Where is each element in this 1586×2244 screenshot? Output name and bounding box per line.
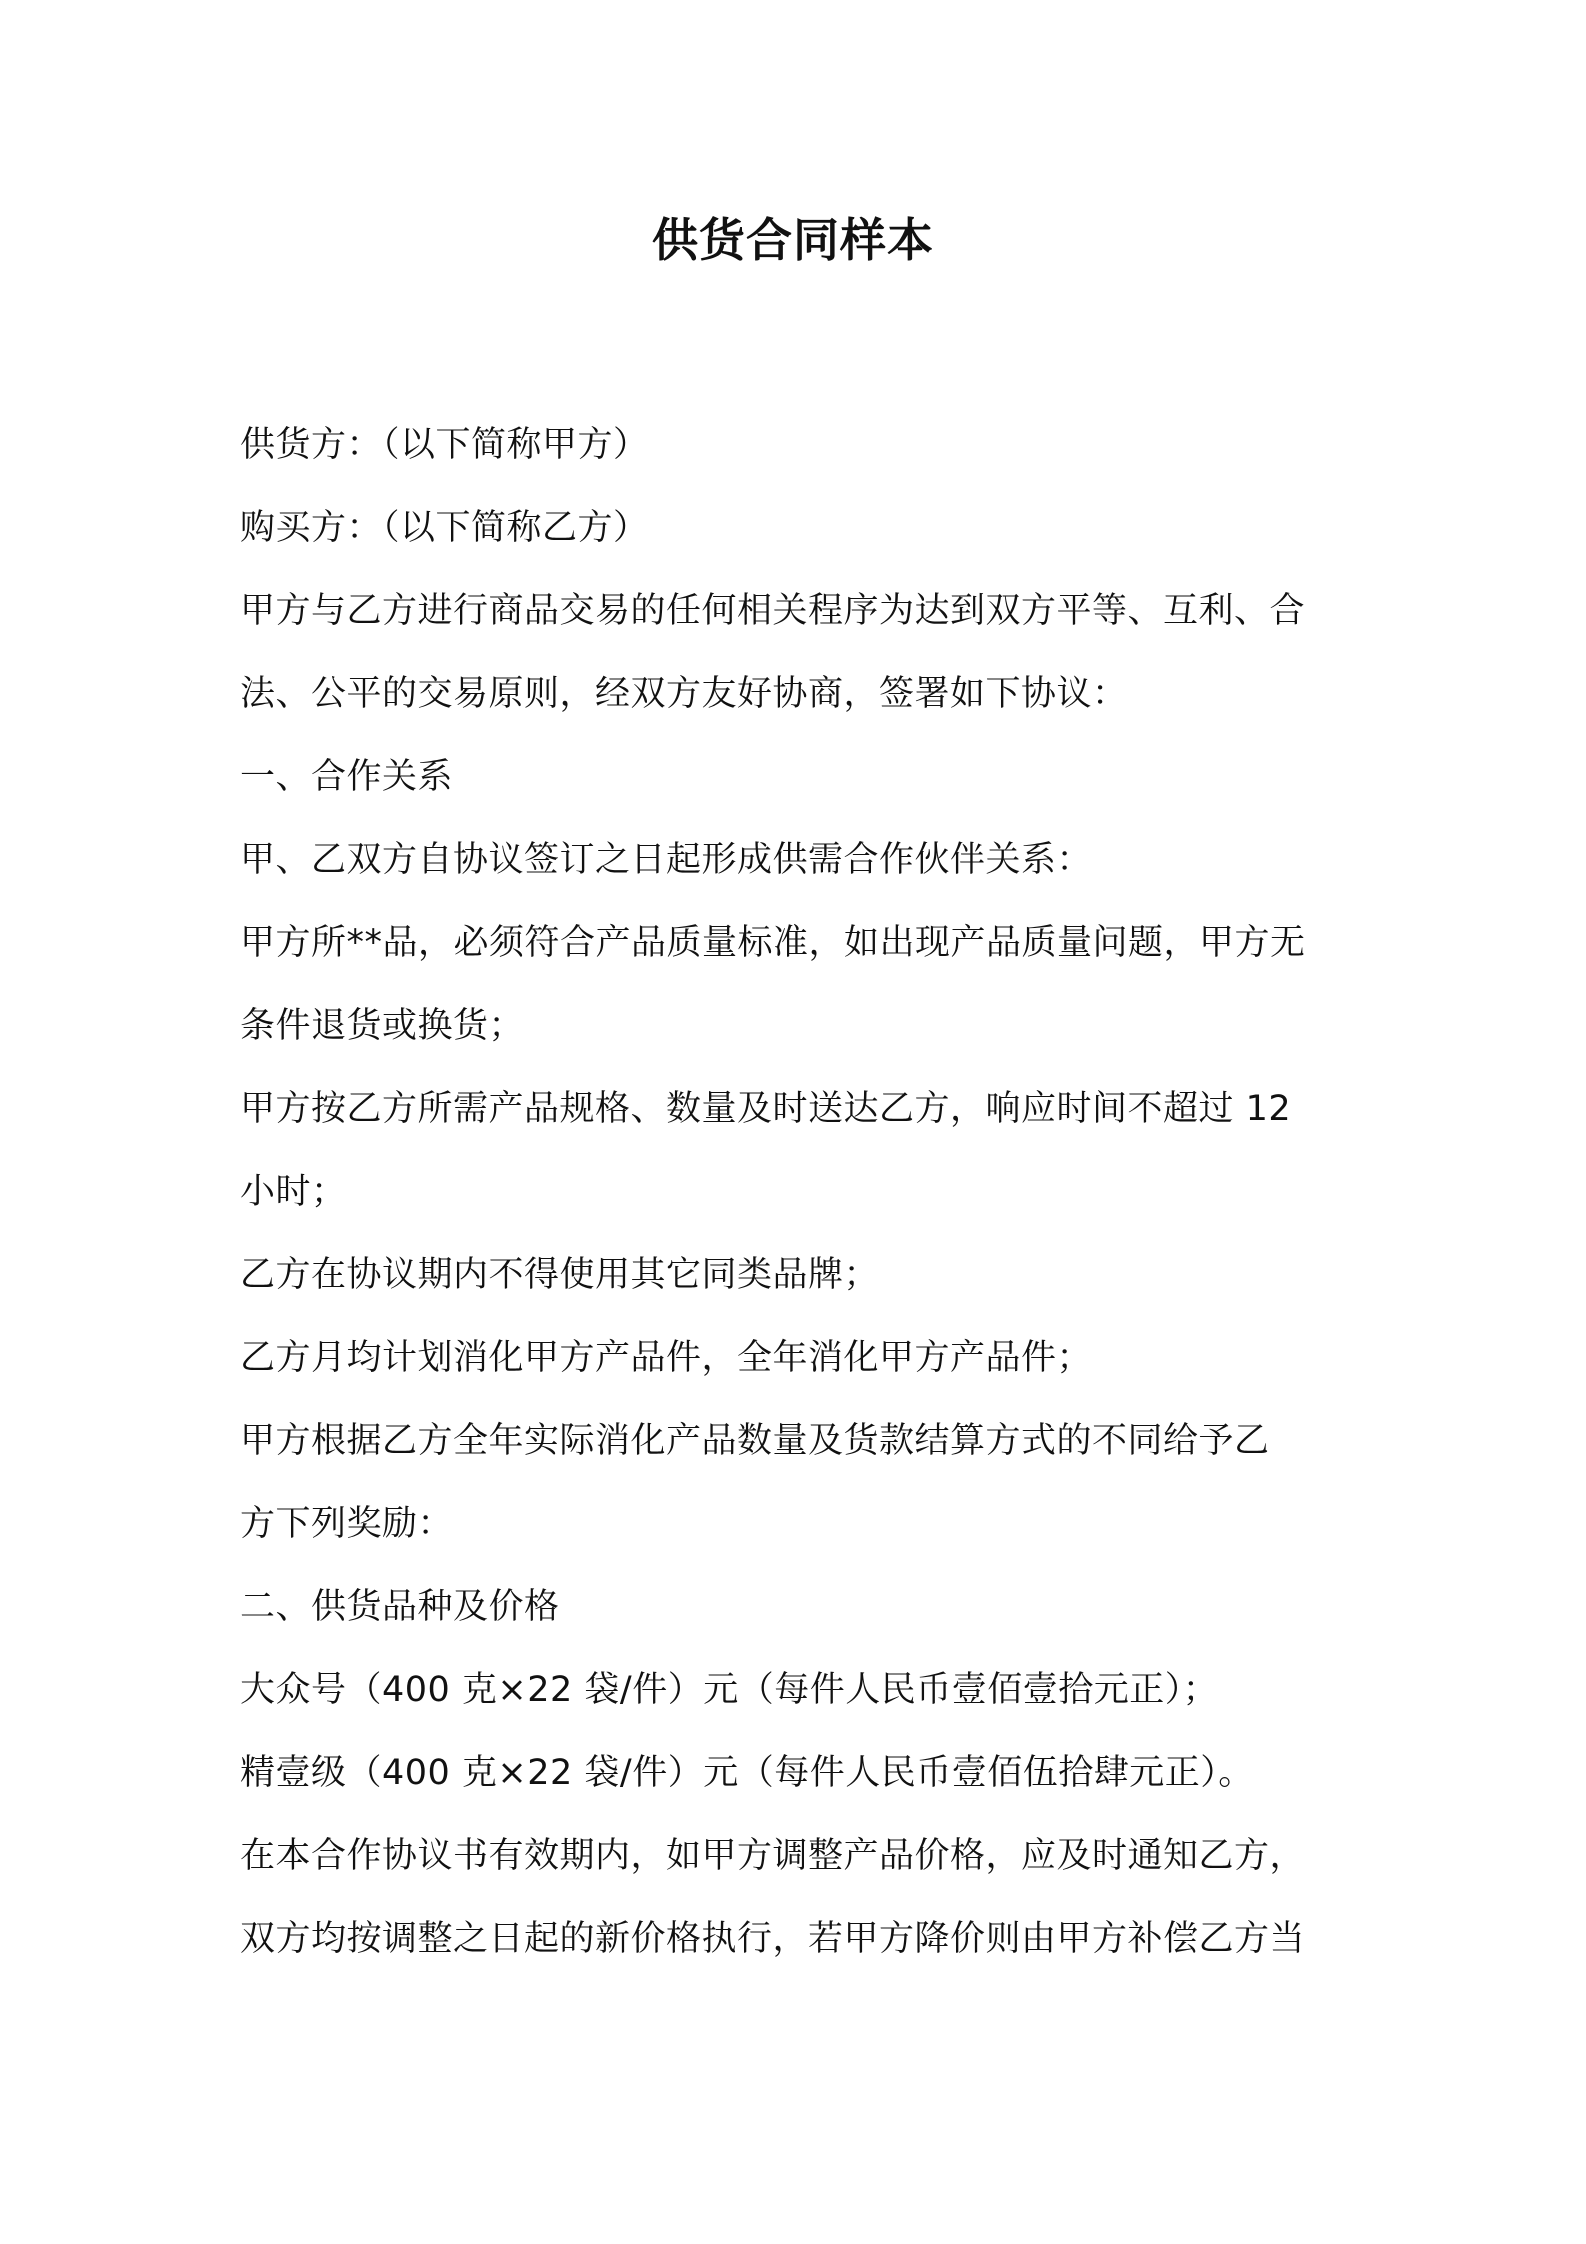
paragraph-line: 甲、乙双方自协议签订之日起形成供需合作伙伴关系：	[240, 840, 1093, 880]
paragraph-line: 甲方与乙方进行商品交易的任何相关程序为达到双方平等、互利、合	[240, 591, 1306, 631]
product-price-line: 精壹级（400 克×22 袋/件）元（每件人民币壹佰伍拾肆元正）。	[240, 1753, 1254, 1793]
party-buyer-line: 购买方：（以下简称乙方）	[240, 508, 649, 548]
section-heading-products-prices: 二、供货品种及价格	[240, 1587, 560, 1627]
paragraph-line: 在本合作协议书有效期内，如甲方调整产品价格，应及时通知乙方，	[240, 1836, 1306, 1876]
document-body	[240, 404, 1360, 1981]
paragraph-line: 双方均按调整之日起的新价格执行，若甲方降价则由甲方补偿乙方当	[240, 1919, 1306, 1959]
paragraph-line: 乙方月均计划消化甲方产品件，全年消化甲方产品件；	[240, 1338, 1093, 1378]
paragraph-line: 方下列奖励：	[240, 1504, 454, 1544]
paragraph-line: 法、公平的交易原则，经双方友好协商，签署如下协议：	[240, 674, 1128, 714]
paragraph-line: 甲方所**品，必须符合产品质量标准，如出现产品质量问题，甲方无	[240, 923, 1306, 963]
paragraph-line: 小时；	[240, 1172, 347, 1212]
paragraph-line: 乙方在协议期内不得使用其它同类品牌；	[240, 1255, 880, 1295]
section-heading-cooperation: 一、合作关系	[240, 757, 454, 797]
document-title: 供货合同样本	[652, 213, 934, 267]
paragraph-line: 条件退货或换货；	[240, 1006, 525, 1046]
paragraph-line: 甲方根据乙方全年实际消化产品数量及货款结算方式的不同给予乙	[240, 1421, 1270, 1461]
paragraph-line: 甲方按乙方所需产品规格、数量及时送达乙方，响应时间不超过 12	[240, 1089, 1292, 1129]
product-price-line: 大众号（400 克×22 袋/件）元（每件人民币壹佰壹拾元正）；	[240, 1670, 1219, 1710]
party-supplier-line: 供货方：（以下简称甲方）	[240, 425, 649, 465]
